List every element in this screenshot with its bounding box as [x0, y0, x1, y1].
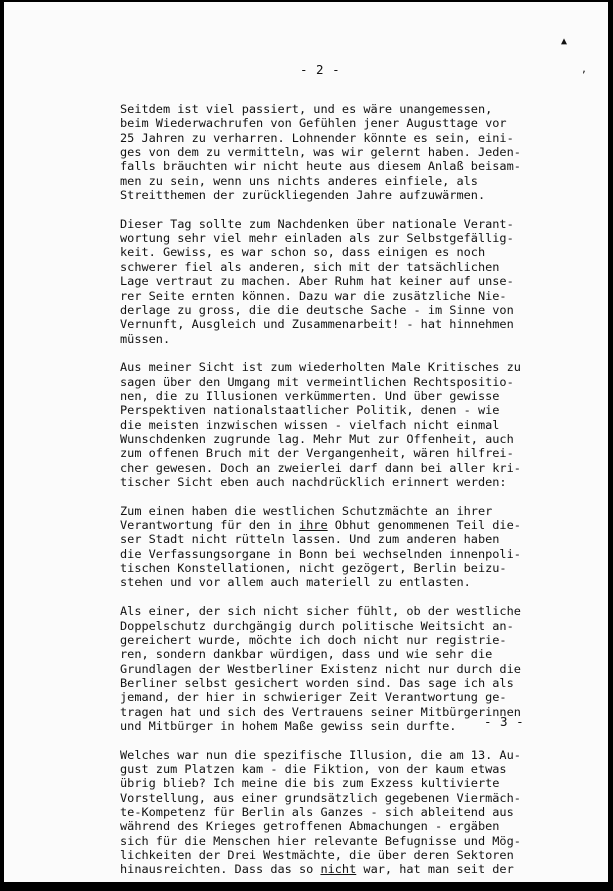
text-line: wortung sehr viel mehr einladen als zur Selbstgefällig- — [120, 231, 514, 246]
text-line: Seitdem ist viel passiert, und es wäre unangemessen, — [120, 102, 493, 116]
text-line: während des Krieges getroffenen Abmachungen - ergäben — [120, 819, 500, 834]
text-line: nen, die zu Illusionen verkümmerten. Und über gewisse — [120, 388, 500, 403]
text-line: Als einer, der sich nicht sicher fühlt, ob der westliche — [120, 604, 521, 619]
text-line: falls bräuchten wir nicht heute aus diesem Anlaß beisam- — [120, 159, 521, 174]
underlined-word: nicht — [320, 862, 357, 877]
text-line: ges von dem zu vermitteln, was wir gelernt haben. Jeden- — [120, 145, 521, 160]
text-line: zum offenen Bruch mit der Vergangenheit, wären hilfrei- — [120, 446, 514, 461]
text-line: hinausreichten. Dass das so nicht war, hat man seit der — [120, 862, 514, 877]
text-line: sich für die Menschen hier relevante Befugnisse und Mög- — [120, 833, 521, 848]
text-line: lichkeiten der Drei Westmächte, die über deren Sektoren — [120, 848, 514, 863]
text-line: 25 Jahren zu verharren. Lohnender könnte es sein, eini- — [120, 130, 514, 145]
text-line: Berliner selbst gesichert worden sind. Das sage ich als — [120, 675, 514, 690]
text-line: Vorstellung, aus einer grundsätzlich gegebenen Viermäch- — [120, 790, 521, 805]
text-line: te-Kompetenz für Berlin als Ganzes - sich ableitend aus — [120, 805, 514, 820]
text-line: Grundlagen der Westberliner Existenz nicht nur durch die — [120, 661, 521, 676]
text-line: men zu sein, wenn uns nichts anderes einfiele, als — [120, 173, 478, 188]
text-line: cher gewesen. Doch an zweierlei darf dann bei aller kri- — [120, 460, 521, 475]
paragraph — [120, 360, 570, 489]
text-line: gereichert wurde, möchte ich doch nicht nur registrie- — [120, 632, 507, 647]
text-line: rer Seite ernten können. Dazu war die zusätzliche Nie- — [120, 288, 507, 303]
text-line: müssen. — [120, 331, 171, 346]
underlined-word: ihre — [298, 518, 328, 533]
text-line: Zum einen haben die westlichen Schutzmächte an ihrer — [120, 503, 493, 518]
text-line: keit. Gewiss, es war schon so, dass einigen es noch — [120, 245, 486, 260]
text-line: die Verfassungsorgane in Bonn bei wechselnden innenpoli- — [120, 546, 521, 561]
paragraph — [120, 748, 570, 877]
text-line: derlage zu gross, die die deutsche Sache - im Sinne von — [120, 302, 514, 317]
text-line: Welches war nun die spezifische Illusion, die am 13. Au- — [120, 747, 521, 762]
text-line: Lage vertraut zu machen. Aber Ruhm hat keiner auf unse- — [120, 274, 514, 289]
text-line: sagen über den Umgang mit vermeintlichen Rechtspositio- — [120, 374, 514, 389]
paragraph — [120, 217, 570, 346]
document-body — [120, 102, 570, 891]
next-page-marker: - 3 - — [484, 714, 525, 729]
document-page — [4, 2, 608, 882]
text-line: tischer Sicht eben auch nachdrücklich erinnert werden: — [120, 475, 507, 490]
text-line: und Mitbürger in hohem Maße gewiss sein durfte. — [120, 718, 457, 733]
text-line: Wunschdenken zugrunde lag. Mehr Mut zur Offenheit, auch — [120, 432, 514, 446]
text-line: Perspektiven nationalstaatlicher Politik, denen - wie — [120, 403, 500, 418]
text-line: tischen Konstellationen, nicht gezögert, Berlin beizu- — [120, 561, 507, 576]
text-line: die meisten inzwischen wissen - vielfach nicht einmal — [120, 417, 500, 432]
text-line: Verantwortung für den in ihre Obhut genommenen Teil die- — [120, 518, 521, 533]
text-line: beim Wiederwachrufen von Gefühlen jener Augusttage vor — [120, 116, 507, 131]
paragraph — [120, 504, 570, 590]
text-line: gust zum Platzen kam - die Fiktion, von der kaum etwas — [120, 762, 507, 777]
corner-mark: ▲ — [561, 36, 568, 47]
text-line: übrig blieb? Ich meine die bis zum Exzess kultivierte — [120, 776, 500, 791]
text-line: Vernunft, Ausgleich und Zusammenarbeit! - hat hinnehmen — [120, 317, 514, 332]
text-line: ser Stadt nicht rütteln lassen. Und zum anderen haben — [120, 532, 500, 547]
text-line: ren, sondern dankbar würdigen, dass und wie sehr die — [120, 647, 493, 662]
page-number: - 2 - — [300, 62, 341, 77]
text-line: tragen hat und sich des Vertrauens seiner Mitbürgerinnen — [120, 704, 521, 719]
corner-mark: , — [581, 64, 588, 75]
text-line: Aus meiner Sicht ist zum wiederholten Male Kritisches zu — [120, 360, 521, 375]
text-line: Streitthemen der zurückliegenden Jahre aufzuwärmen. — [120, 188, 486, 203]
text-line: Dieser Tag sollte zum Nachdenken über nationale Verant- — [120, 216, 514, 231]
text-line: schwerer fiel als anderen, sich mit der tatsächlichen — [120, 259, 500, 274]
text-line: stehen und vor allem auch materiell zu entlasten. — [120, 575, 471, 590]
text-line: Doppelschutz durchgängig durch politische Weitsicht an- — [120, 618, 514, 633]
text-line: jemand, der hier in schwieriger Zeit Verantwortung ge- — [120, 690, 507, 705]
paragraph — [120, 102, 570, 202]
